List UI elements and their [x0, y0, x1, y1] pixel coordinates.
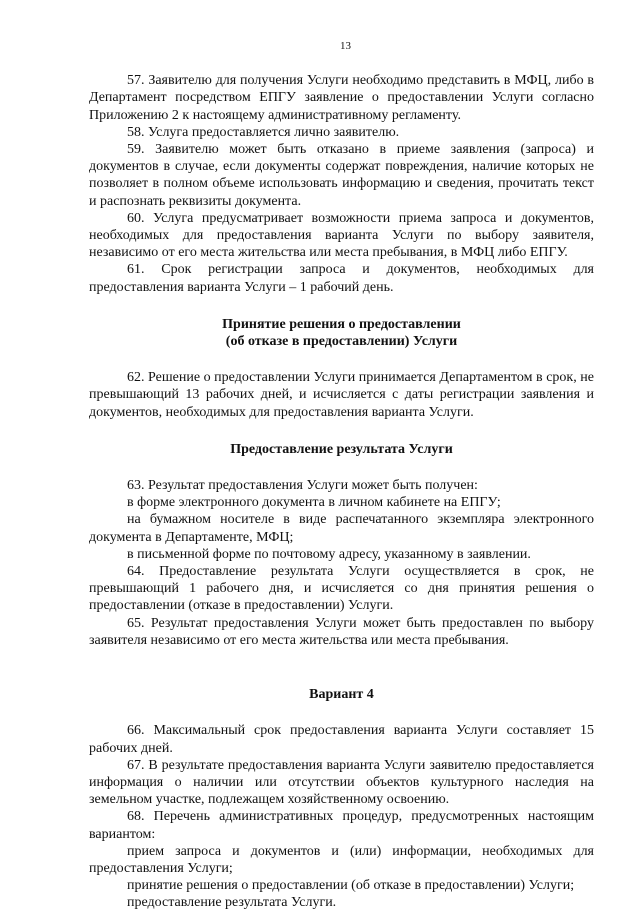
paragraph-66: 66. Максимальный срок предоставления варианта Услуги составляет 15 рабочих дней.	[89, 723, 594, 756]
list-item-intake: прием запроса и документов и (или) информации, необходимых для предоставления Услуги;	[89, 843, 594, 876]
paragraph-67: 67. В результате предоставления варианта Услуги заявителю предоставляется информация о наличии или отсутствии объектов культурного наследия на земельном участке, подлежащем хозяйственному освоению.	[89, 757, 594, 808]
paragraph-57: 57. Заявителю для получения Услуги необходимо представить в МФЦ, либо в Департамент посредством ЕПГУ заявление о предоставлении Услуги согласно Приложению 2 к настоящему административному регламенту.	[89, 73, 594, 123]
paragraph-60: 60. Услуга предусматривает возможности приема запроса и документов, необходимых для предоставления варианта Услуги по выбору заявителя, независимо от его места жительства или места пребывания, в МФЦ либо ЕПГУ.	[89, 210, 594, 261]
list-item-provision: предоставление результата Услуги.	[127, 895, 337, 911]
paragraph-61: 61. Срок регистрации запроса и документов, необходимых для предоставления варианта Услуги – 1 рабочий день.	[89, 262, 594, 295]
section-paragraph-62	[89, 369, 594, 421]
page-number: 13	[340, 40, 351, 52]
section-paragraphs-57-61	[89, 72, 594, 296]
paragraph-63: 63. Результат предоставления Услуги может быть получен:	[127, 478, 478, 494]
section-heading-variant-4: Вариант 4	[309, 687, 374, 703]
list-item-electronic: в форме электронного документа в личном кабинете на ЕПГУ;	[127, 495, 501, 511]
paragraph-64: 64. Предоставление результата Услуги осуществляется в срок, не превышающий 1 рабочего дня, и исчисляется со дня принятия решения о предоставлении (отказе в предоставлении) Услуги.	[89, 564, 594, 614]
paragraph-59: 59. Заявителю может быть отказано в приеме заявления (запроса) и документов в случае, если документы содержат повреждения, наличие которых не позволяет в полном объеме использовать информацию и сведения, прочитать текст и распознать реквизиты документа.	[89, 142, 594, 209]
section-heading-decision	[89, 316, 594, 350]
section-heading-result: Предоставление результата Услуги	[230, 441, 453, 457]
section-paragraphs-66-68	[89, 722, 594, 911]
heading-line-2: (об отказе в предоставлении) Услуги	[225, 334, 458, 350]
paragraph-65: 65. Результат предоставления Услуги может быть предоставлен по выбору заявителя независимо от его места жительства или места пребывания.	[89, 615, 594, 648]
paragraph-62: 62. Решение о предоставлении Услуги принимается Департаментом в срок, не превышающий 13 рабочих дней, и исчисляется с даты регистрации заявления и документов, необходимых для предоставления варианта Услуги.	[89, 370, 594, 420]
list-item-postal: в письменной форме по почтовому адресу, указанному в заявлении.	[127, 546, 531, 562]
section-paragraphs-63-65	[89, 477, 594, 649]
paragraph-68: 68. Перечень административных процедур, предусмотренных настоящим вариантом:	[89, 809, 594, 842]
list-item-decision: принятие решения о предоставлении (об отказе в предоставлении) Услуги;	[127, 878, 575, 894]
heading-line-1: Принятие решения о предоставлении	[222, 316, 461, 332]
paragraph-58: 58. Услуга предоставляется лично заявителю.	[127, 124, 400, 140]
list-item-paper: на бумажном носителе в виде распечатанного экземпляра электронного документа в Департаменте, МФЦ;	[89, 512, 594, 545]
